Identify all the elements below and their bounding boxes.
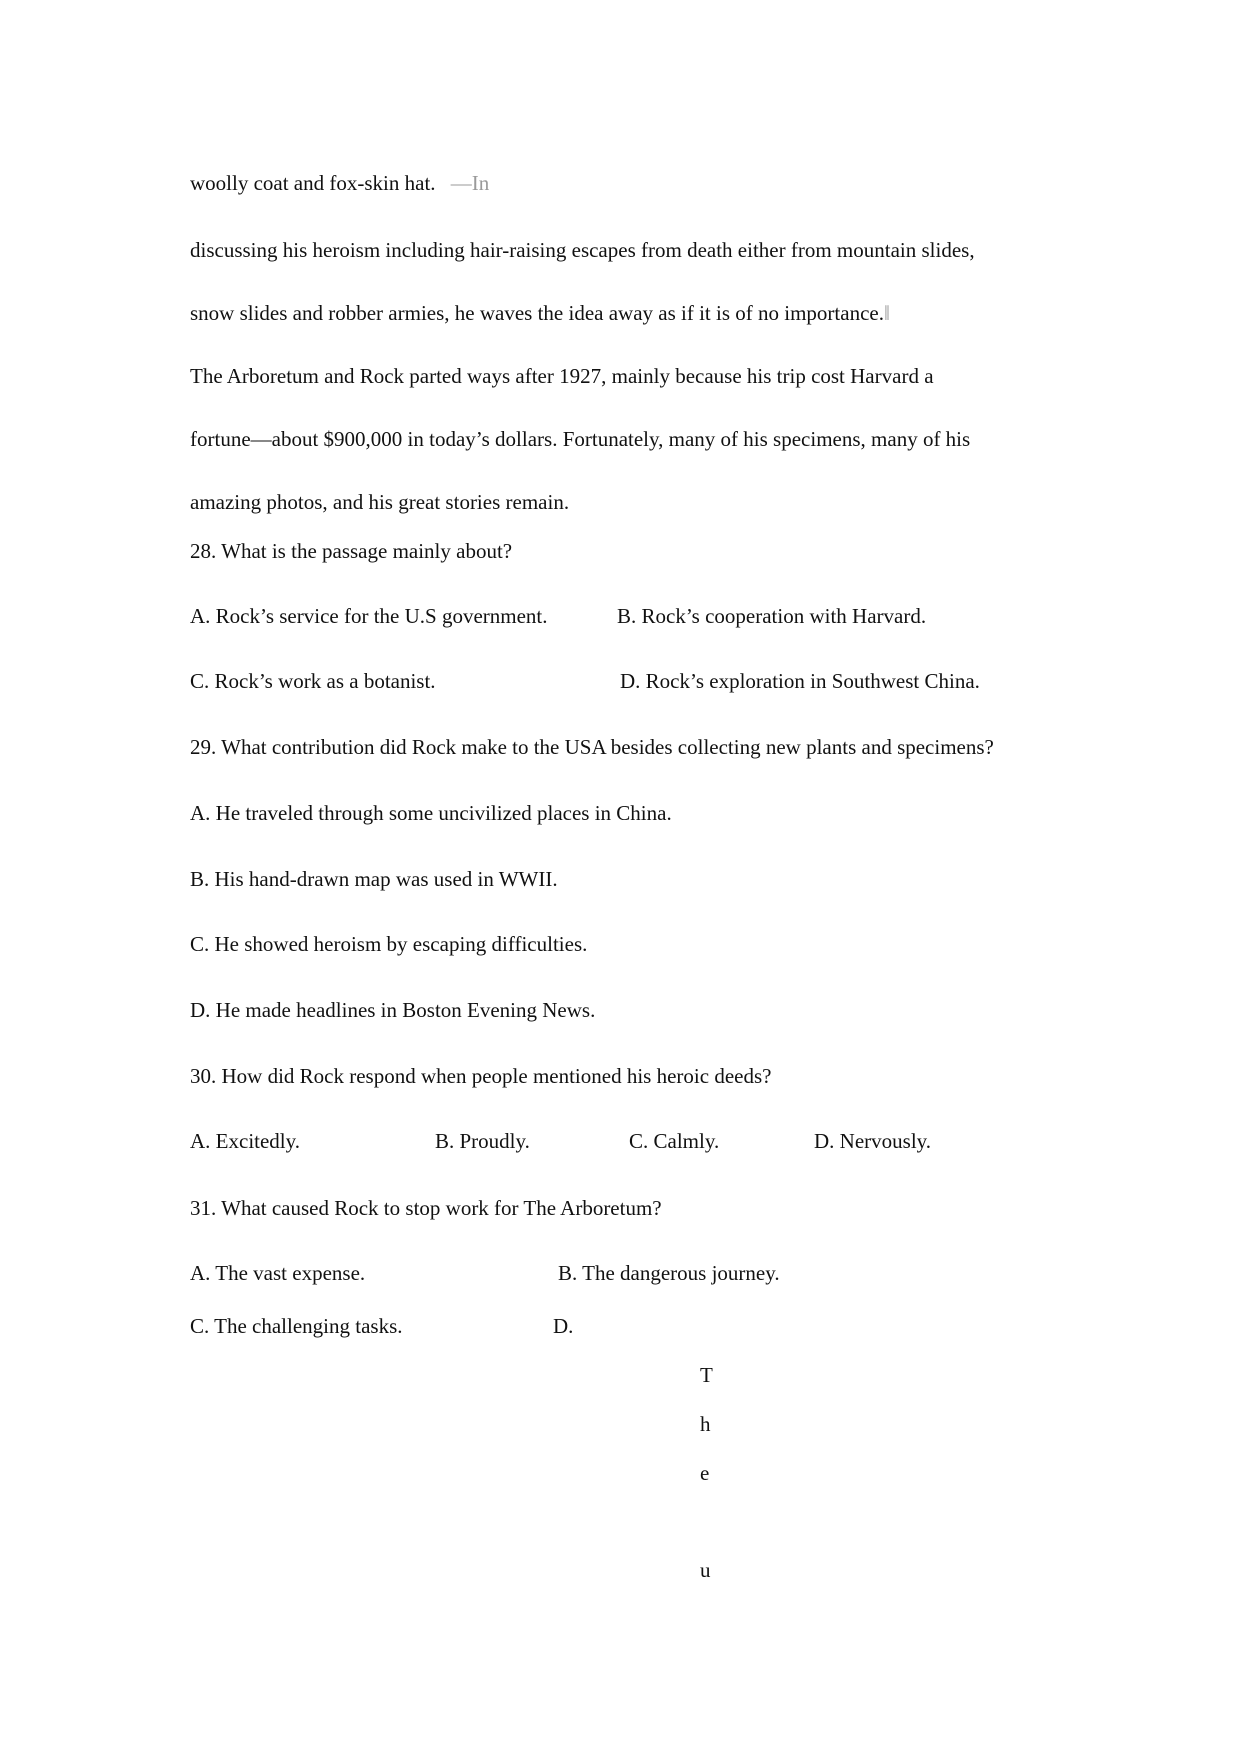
passage-line-6: amazing photos, and his great stories remain. [190,490,570,514]
question-28-option-c: C. Rock’s work as a botanist. [190,669,436,693]
option-d-vertical-char: T [700,1363,713,1387]
question-28-option-a: A. Rock’s service for the U.S government. [190,604,548,628]
passage-text: snow slides and robber armies, he waves the idea away as if it is of no importance. [190,301,884,325]
passage-line-3 [190,300,890,326]
question-31-option-a: A. The vast expense. [190,1261,366,1285]
passage-mark: —In [450,171,490,195]
question-30-option-c: C. Calmly. [629,1129,720,1153]
question-28-stem: 28. What is the passage mainly about? [190,539,513,563]
question-30-stem: 30. How did Rock respond when people mentioned his heroic deeds? [190,1064,772,1088]
question-31-stem: 31. What caused Rock to stop work for The Arboretum? [190,1196,662,1220]
question-29-option-d: D. He made headlines in Boston Evening News. [190,998,596,1022]
passage-line-4: The Arboretum and Rock parted ways after 1927, mainly because his trip cost Harvard a [190,364,934,388]
question-29-option-b: B. His hand-drawn map was used in WWII. [190,867,558,891]
option-d-vertical-char: u [700,1558,711,1582]
question-28-option-b: B. Rock’s cooperation with Harvard. [617,604,927,628]
option-d-vertical-char: e [700,1461,710,1485]
question-30-option-d: D. Nervously. [814,1129,932,1153]
passage-mark: ‖ [883,301,890,325]
question-28-option-d: D. Rock’s exploration in Southwest China. [620,669,980,693]
question-29-stem: 29. What contribution did Rock make to the USA besides collecting new plants and specimens? [190,735,994,759]
question-30-option-a: A. Excitedly. [190,1129,301,1153]
question-29-option-c: C. He showed heroism by escaping difficulties. [190,932,588,956]
passage-text: woolly coat and fox-skin hat. [190,171,436,195]
question-31-option-b: B. The dangerous journey. [558,1261,780,1285]
question-29-option-a: A. He traveled through some uncivilized places in China. [190,801,672,825]
passage-line-5: fortune—about $900,000 in today’s dollars. Fortunately, many of his specimens, many of his [190,427,971,451]
question-30-option-b: B. Proudly. [435,1129,530,1153]
passage-line-1 [190,170,489,196]
option-d-vertical-char: h [700,1412,711,1436]
passage-line-2: discussing his heroism including hair-raising escapes from death either from mountain slides, [190,238,975,262]
question-31-option-c: C. The challenging tasks. [190,1314,403,1338]
question-31-option-d: D. [553,1314,574,1338]
